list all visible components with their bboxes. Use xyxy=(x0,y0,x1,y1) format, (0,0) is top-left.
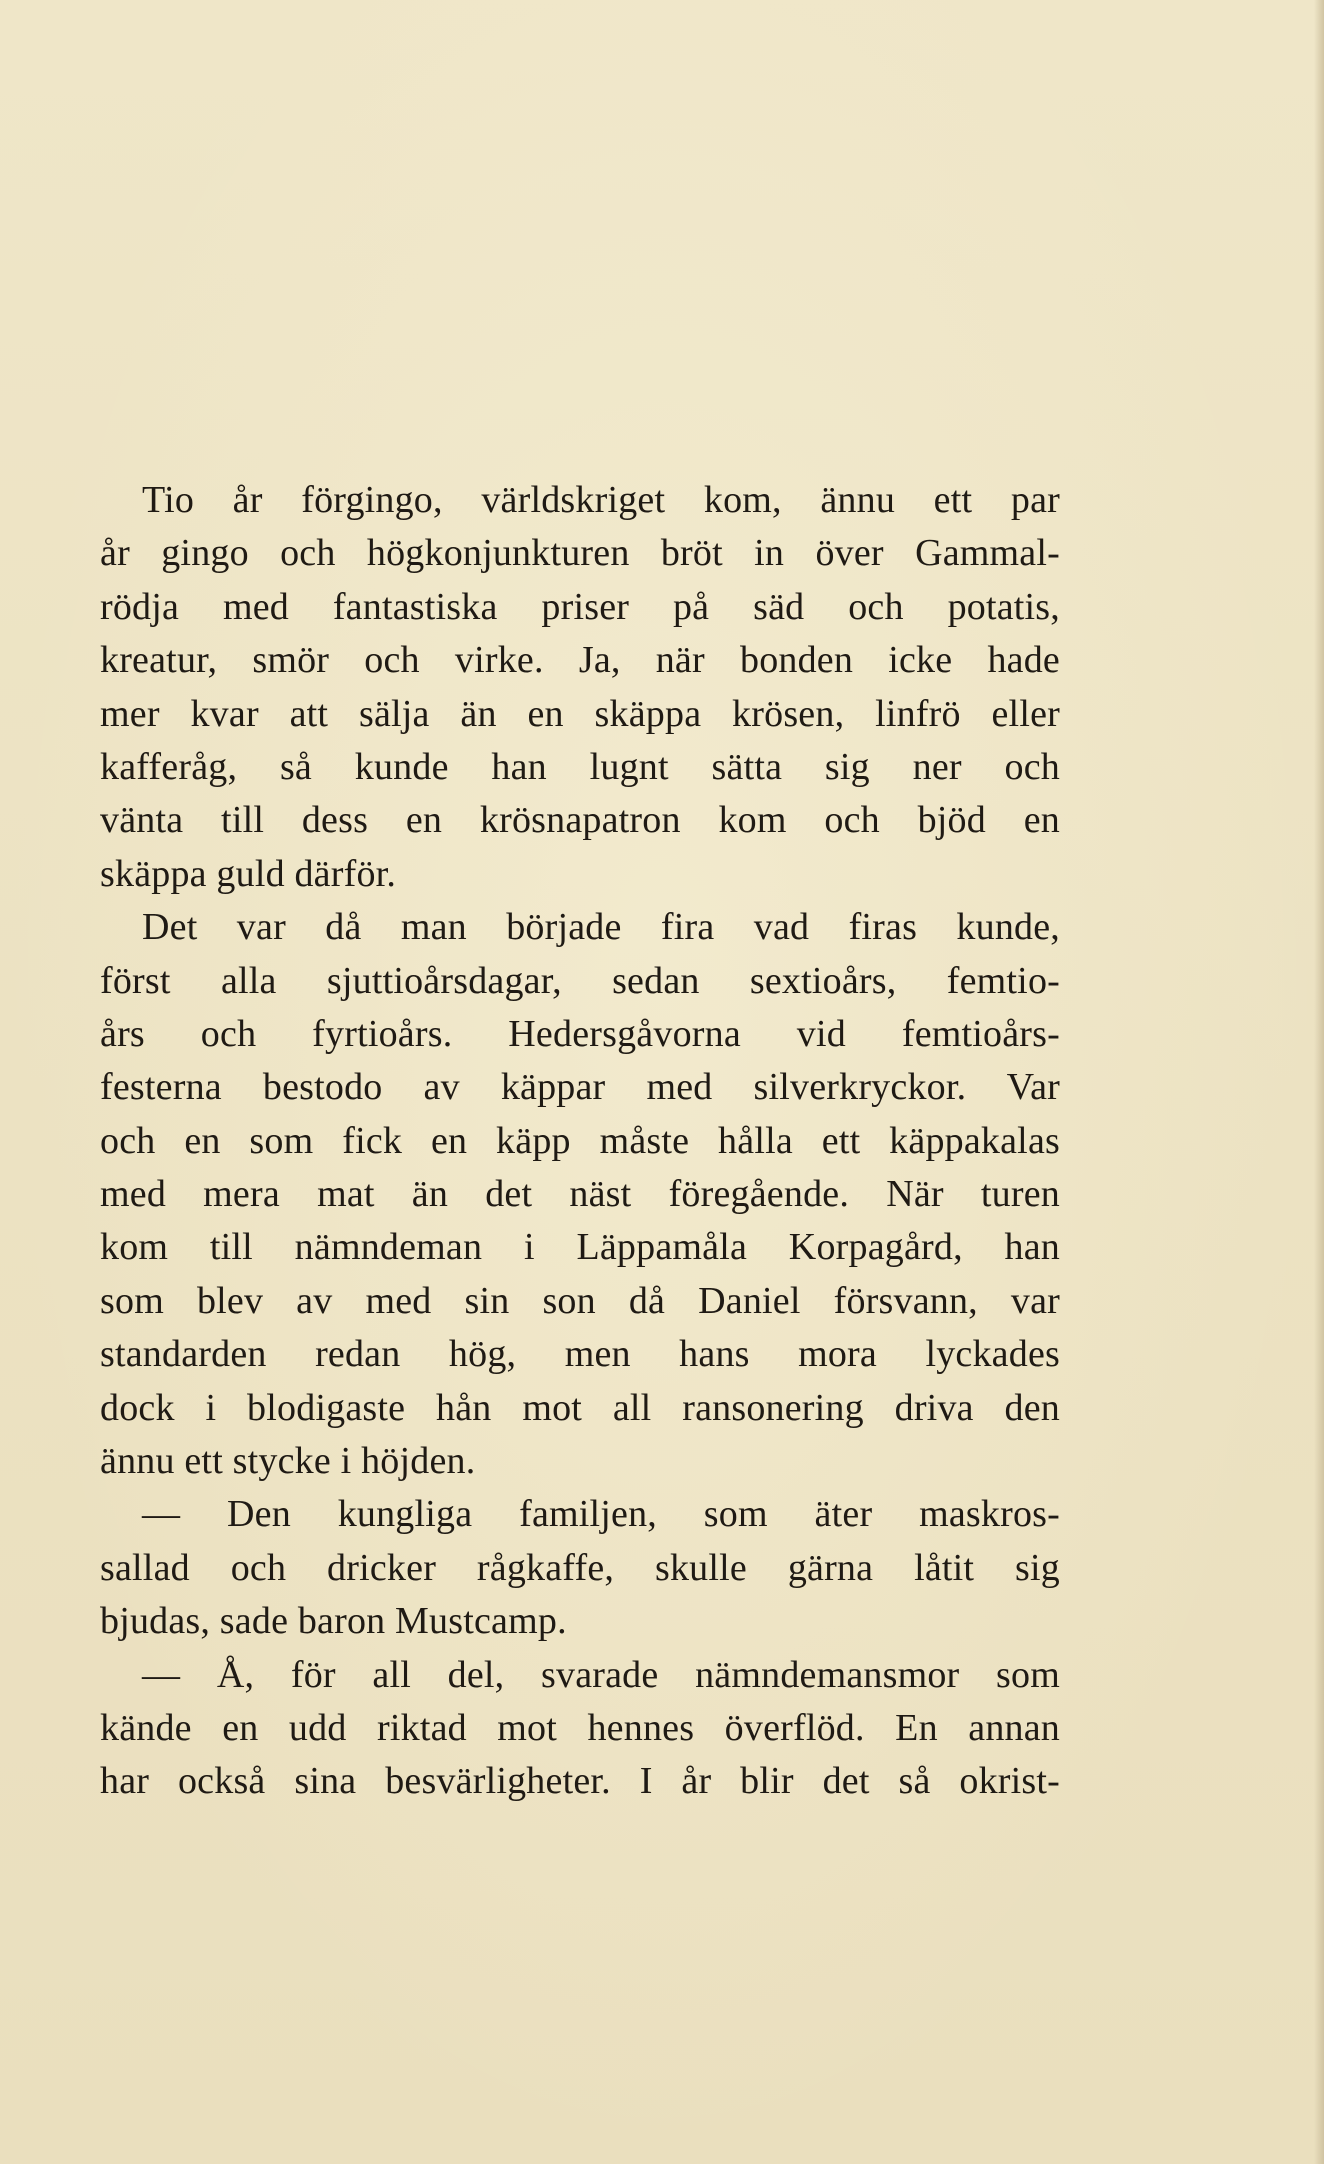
text-line: vänta till dess en krösnapatron kom och bjöd en xyxy=(100,799,1060,842)
text-line: som blev av med sin son då Daniel försvann, var xyxy=(100,1279,1060,1322)
text-line: års och fyrtioårs. Hedersgåvorna vid femtioårs- xyxy=(100,1012,1060,1055)
text-line: — Den kungliga familjen, som äter maskros- xyxy=(142,1493,1060,1536)
text-line: först alla sjuttioårsdagar, sedan sextioårs, femtio- xyxy=(100,959,1060,1002)
text-line: skäppa guld därför. xyxy=(100,852,397,895)
text-line: rödja med fantastiska priser på säd och potatis, xyxy=(100,585,1060,628)
text-line: standarden redan hög, men hans mora lyckades xyxy=(100,1333,1060,1376)
text-line: och en som fick en käpp måste hålla ett käppakalas xyxy=(100,1119,1060,1162)
text-line: bjudas, sade baron Mustcamp. xyxy=(100,1600,567,1643)
text-line: kreatur, smör och virke. Ja, när bonden icke hade xyxy=(100,639,1060,682)
text-line: festerna bestodo av käppar med silverkryckor. Var xyxy=(100,1066,1060,1109)
text-line: kände en udd riktad mot hennes överflöd. En annan xyxy=(100,1706,1060,1749)
text-line: kom till nämndeman i Läppamåla Korpagård, han xyxy=(100,1226,1060,1269)
text-line: Det var då man började fira vad firas kunde, xyxy=(142,906,1060,949)
page-edge-shadow xyxy=(1314,0,1324,2164)
text-line: Tio år förgingo, världskriget kom, ännu ett par xyxy=(142,479,1060,521)
body-text xyxy=(100,474,1060,1809)
text-line: med mera mat än det näst föregående. När turen xyxy=(100,1173,1060,1216)
text-line: sallad och dricker rågkaffe, skulle gärna låtit sig xyxy=(100,1546,1060,1589)
text-line: dock i blodigaste hån mot all ransonering driva den xyxy=(100,1386,1060,1429)
text-line: kafferåg, så kunde han lugnt sätta sig ner och xyxy=(100,745,1060,788)
text-line: mer kvar att sälja än en skäppa krösen, linfrö eller xyxy=(100,692,1060,735)
text-line: ännu ett stycke i höjden. xyxy=(100,1440,476,1483)
text-line: år gingo och högkonjunkturen bröt in över Gammal- xyxy=(100,532,1060,575)
text-line: — Å, för all del, svarade nämndemansmor som xyxy=(142,1653,1060,1696)
text-line: har också sina besvärligheter. I år blir det så okrist- xyxy=(100,1760,1060,1803)
